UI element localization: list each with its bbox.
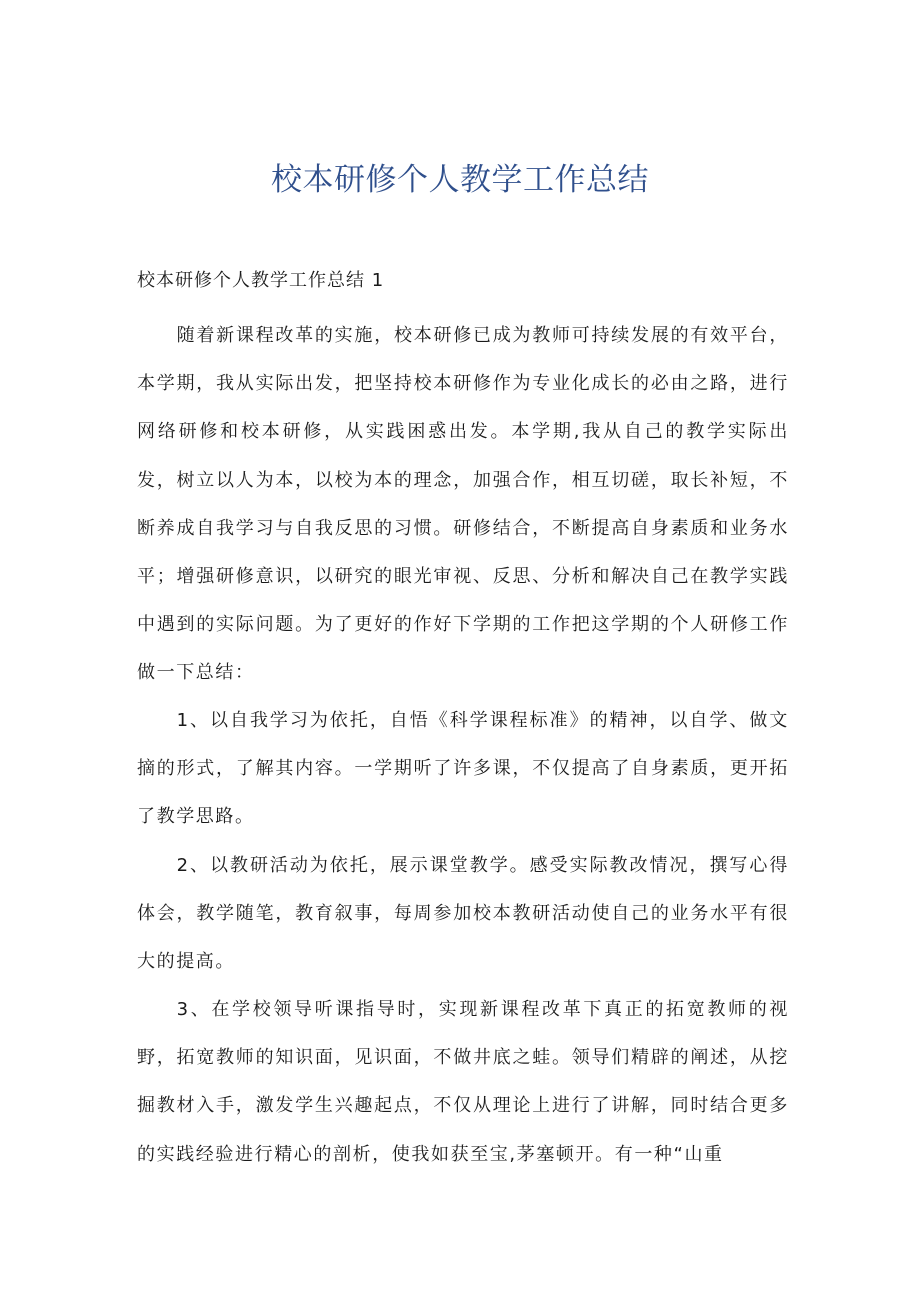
paragraph-item-2: 2、以教研活动为依托，展示课堂教学。感受实际教改情况，撰写心得体会，教学随笔，教育叙事，每周参加校本教研活动使自己的业务水平有很大的提高。 bbox=[137, 855, 789, 973]
document-title: 校本研修个人教学工作总结 bbox=[271, 162, 649, 198]
section-heading: 校本研修个人教学工作总结 1 bbox=[137, 270, 385, 291]
paragraph-intro: 随着新课程改革的实施，校本研修已成为教师可持续发展的有效平台，本学期，我从实际出发，把坚持校本研修作为专业化成长的必由之路，进行网络研修和校本研修，从实践困惑出发。本学期,我从自己的教学实际出发，树立以人为本，以校为本的理念，加强合作，相互切磋，取长补短，不断养成自我学习与自我反思的习惯。研修结合，不断提高自身素质和业务水平；增强研修意识，以研究的眼光审视、反思、分析和解决自己在教学实践中遇到的实际问题。为了更好的作好下学期的工作把这学期的个人研修工作做一下总结： bbox=[137, 325, 789, 684]
paragraph-item-3: 3、在学校领导听课指导时，实现新课程改革下真正的拓宽教师的视野，拓宽教师的知识面，见识面，不做井底之蛙。领导们精辟的阐述，从挖掘教材入手，激发学生兴趣起点，不仅从理论上进行了讲解，同时结合更多的实践经验进行精心的剖析，使我如获至宝,茅塞顿开。有一种“山重 bbox=[137, 999, 789, 1165]
paragraph-item-1: 1、以自我学习为依托，自悟《科学课程标准》的精神，以自学、做文摘的形式，了解其内容。一学期听了许多课，不仅提高了自身素质，更开拓了教学思路。 bbox=[137, 710, 789, 828]
